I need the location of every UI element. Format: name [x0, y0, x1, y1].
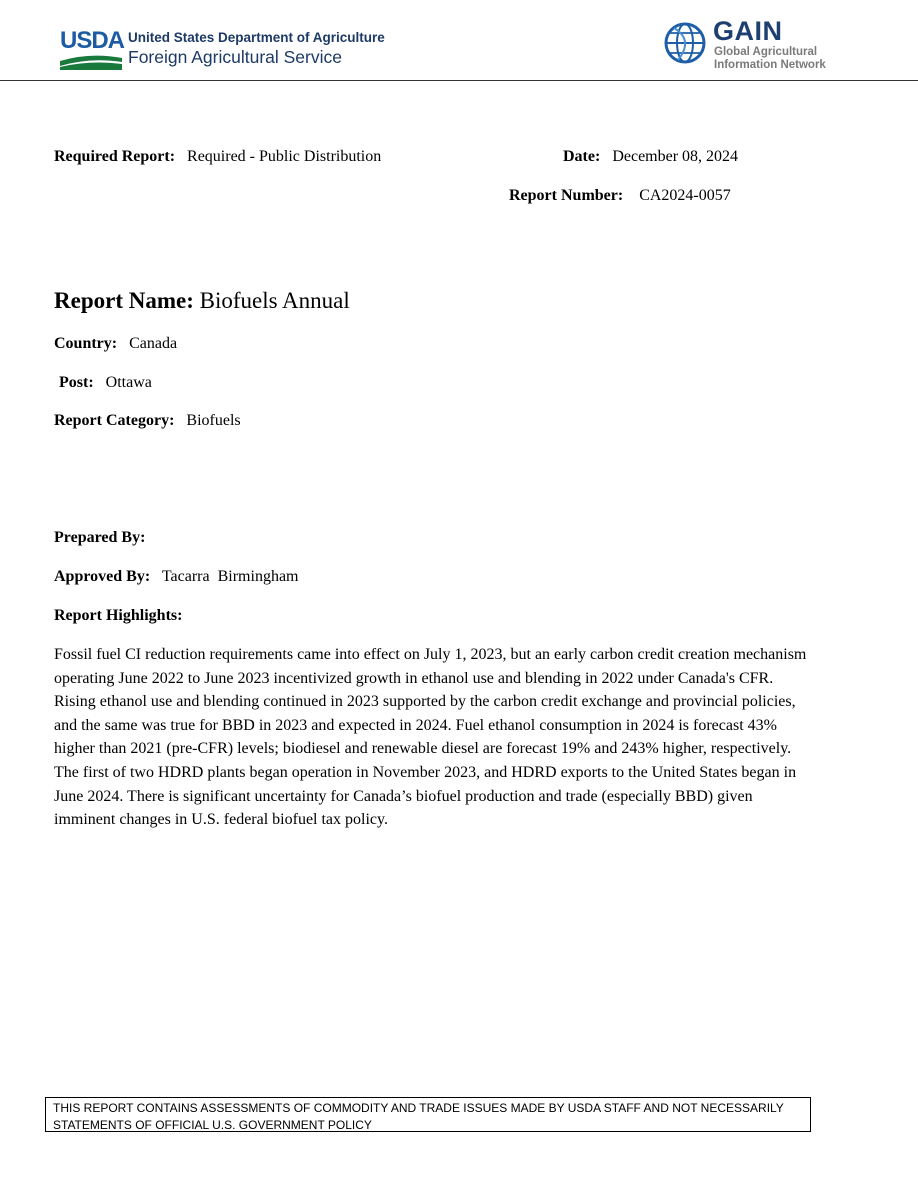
page-header — [0, 0, 918, 81]
gain-title: GAIN — [713, 16, 783, 46]
approved-by-field — [54, 568, 299, 586]
globe-icon — [664, 22, 706, 64]
report-highlights-text: Fossil fuel CI reduction requirements came into effect on July 1, 2023, but an early carbon credit creation mechanism operating June 2022 to June 2023 incentivized growth in ethanol use and blending in 2022 under Canada's CFR. Rising ethanol use and blending continued in 2023 supported by the carbon credit exchange and provincial policies, and the same was true for BBD in 2023 and expected in 2024. Fuel ethanol consumption in 2024 is forecast 43% higher than 2021 (pre-CFR) levels; biodiesel and renewable diesel are forecast 19% and 243% higher, respectively. The first of two HDRD plants began operation in November 2023, and HDRD exports to the United States began in June 2024. There is significant uncertainty for Canada’s biofuel production and trade (especially BBD) given imminent changes in U.S. federal biofuel tax policy. — [54, 646, 807, 829]
post-label: Post: — [59, 374, 94, 391]
report-category-field — [54, 412, 241, 430]
department-name: United States Department of Agriculture — [128, 30, 385, 45]
gain-subtitle-line1: Global Agricultural — [714, 46, 818, 58]
usda-logo — [60, 27, 125, 72]
report-highlights-label: Report Highlights: — [54, 607, 183, 624]
required-report-value: Required - Public Distribution — [187, 148, 382, 165]
usda-wordmark: USDA — [60, 27, 125, 54]
report-category-value: Biofuels — [186, 412, 241, 429]
gain-subtitle — [714, 46, 826, 72]
required-report-label: Required Report: — [54, 148, 176, 165]
date-field — [563, 148, 738, 166]
report-number-value: CA2024-0057 — [639, 187, 731, 204]
approved-by-value: Tacarra Birmingham — [161, 568, 299, 585]
report-highlights-field — [54, 607, 182, 625]
gain-subtitle-line2: Information Network — [714, 59, 826, 71]
agency-name: Foreign Agricultural Service — [128, 47, 342, 67]
country-field — [54, 335, 177, 353]
post-field — [59, 374, 152, 392]
report-category-label: Report Category: — [54, 412, 175, 429]
report-number-field — [509, 187, 731, 205]
country-value: Canada — [129, 335, 178, 352]
report-name-label: Report Name: — [54, 288, 194, 313]
report-name — [54, 288, 350, 314]
report-number-label: Report Number: — [509, 187, 624, 204]
date-value: December 08, 2024 — [612, 148, 739, 165]
date-label: Date: — [563, 148, 601, 165]
post-value: Ottawa — [105, 374, 152, 391]
country-label: Country: — [54, 335, 118, 352]
disclaimer-box: THIS REPORT CONTAINS ASSESSMENTS OF COMMODITY AND TRADE ISSUES MADE BY USDA STAFF AND NOT NECESSARILY STATEMENTS OF OFFICIAL U.S. GOVERNMENT POLICY — [45, 1097, 811, 1132]
prepared-by-label: Prepared By: — [54, 529, 146, 546]
approved-by-label: Approved By: — [54, 568, 151, 585]
report-name-value: Biofuels Annual — [199, 288, 350, 313]
prepared-by-field — [54, 529, 145, 547]
usda-swoosh-icon — [60, 54, 122, 70]
required-report-field — [54, 148, 381, 166]
